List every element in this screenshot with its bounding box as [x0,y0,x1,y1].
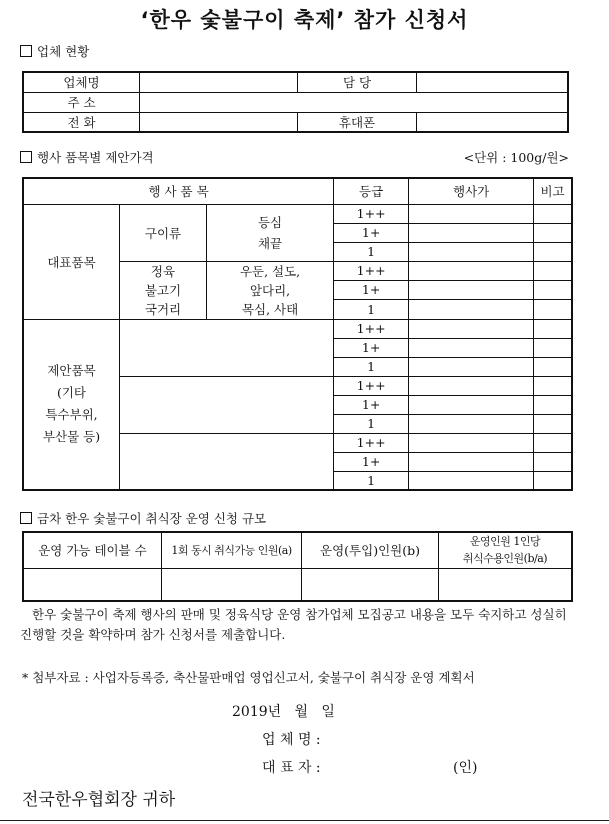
group1-name: 구이류 [120,204,207,261]
grade-cell: 1++ [334,204,409,223]
grade-cell: 1 [334,242,409,261]
company-table [22,71,569,133]
manager-label: 담 당 [298,72,417,92]
remark-field[interactable] [534,357,572,376]
grade-cell: 1 [334,414,409,433]
mobile-label: 휴대폰 [298,112,417,132]
grade-cell: 1+ [334,338,409,357]
remark-field[interactable] [534,376,572,395]
company-name-field[interactable] [140,72,298,92]
checkbox-icon [20,45,32,57]
address-label: 주 소 [23,92,140,112]
remark-field[interactable] [534,433,572,452]
price-field[interactable] [409,261,534,280]
price-field[interactable] [409,280,534,299]
group2-name: 정육 불고기 국거리 [120,261,207,319]
remark-field[interactable] [534,280,572,299]
group2-parts: 우둔, 설도, 앞다리, 목심, 사태 [207,261,334,319]
company-name-label: 업체명 [23,72,140,92]
date-line: 2019년 월 일 [232,704,335,720]
section-company-heading: 업체 현황 [20,42,89,60]
header-grade: 등급 [334,178,409,204]
grade-cell: 1 [334,357,409,376]
price-field[interactable] [409,414,534,433]
ops-table [22,531,573,602]
ratio-field[interactable] [439,568,573,601]
price-field[interactable] [409,242,534,261]
remark-field[interactable] [534,395,572,414]
checkbox-icon [20,512,32,524]
grade-cell: 1 [334,300,409,319]
remark-field[interactable] [534,338,572,357]
header-ratio: 운영인원 1인당 취식수용인원(b/a) [439,532,573,568]
grade-cell: 1+ [334,223,409,242]
price-field[interactable] [409,357,534,376]
price-field[interactable] [409,319,534,338]
remark-field[interactable] [534,452,572,471]
remark-field[interactable] [534,471,572,490]
price-field[interactable] [409,395,534,414]
remark-field[interactable] [534,414,572,433]
grade-cell: 1++ [334,319,409,338]
price-field[interactable] [409,223,534,242]
header-staff: 운영(투입)인원(b) [302,532,439,568]
price-field[interactable] [409,376,534,395]
header-items: 행 사 품 목 [23,178,334,204]
seal-mark: (인) [453,760,478,776]
grade-cell: 1 [334,471,409,490]
address-field[interactable] [140,92,569,112]
section-ops-heading: 금차 한우 숯불구이 취식장 운영 신청 규모 [20,509,266,527]
rep-items-label: 대표품목 [23,204,120,319]
price-field[interactable] [409,204,534,223]
section-items-heading: 행사 품목별 제안가격 [20,148,154,166]
price-field[interactable] [409,471,534,490]
price-field[interactable] [409,433,534,452]
bottom-rule [0,820,609,821]
phone-label: 전 화 [23,112,140,132]
items-table [22,177,573,491]
phone-field[interactable] [140,112,298,132]
attachments-note: * 첨부자료 : 사업자등록증, 축산물판매업 영업신고서, 숯불구이 취식장 운영 계획서 [22,670,475,685]
tables-field[interactable] [23,568,162,601]
remark-field[interactable] [534,204,572,223]
header-remark: 비고 [534,178,572,204]
rep-sign-label: 대 표 자 : [262,760,321,776]
remark-field[interactable] [534,319,572,338]
grade-cell: 1++ [334,376,409,395]
price-field[interactable] [409,338,534,357]
group1-parts: 등심 채끝 [207,204,334,261]
price-field[interactable] [409,300,534,319]
remark-field[interactable] [534,300,572,319]
remark-field[interactable] [534,223,572,242]
header-capacity: 1회 동시 취식가능 인원(a) [162,532,302,568]
remark-field[interactable] [534,261,572,280]
price-field[interactable] [409,452,534,471]
company-sign-label: 업 체 명 : [262,732,321,748]
header-price: 행사가 [409,178,534,204]
proposal-items-label: 제안품목 (기타 특수부위, 부산물 등) [23,319,120,490]
staff-field[interactable] [302,568,439,601]
page-title: ‘한우 숯불구이 축제’ 참가 신청서 [140,8,469,32]
capacity-field[interactable] [162,568,302,601]
checkbox-icon [20,151,32,163]
grade-cell: 1++ [334,433,409,452]
manager-field[interactable] [417,72,569,92]
header-tables: 운영 가능 테이블 수 [23,532,162,568]
proposal-item-field[interactable] [120,376,334,433]
grade-cell: 1+ [334,452,409,471]
grade-cell: 1++ [334,261,409,280]
grade-cell: 1+ [334,280,409,299]
pledge-text: 한우 숯불구이 축제 행사의 판매 및 정육식당 운영 참가업체 모집공고 내용을 모두 숙지하고 성실히 진행할 것을 확약하며 참가 신청서를 제출합니다. [20,607,567,642]
unit-note: <단위 : 100g/원> [463,150,569,165]
remark-field[interactable] [534,242,572,261]
proposal-item-field[interactable] [120,433,334,490]
mobile-field[interactable] [417,112,569,132]
addressee: 전국한우협회장 귀하 [22,790,176,810]
grade-cell: 1+ [334,395,409,414]
proposal-item-field[interactable] [120,319,334,376]
